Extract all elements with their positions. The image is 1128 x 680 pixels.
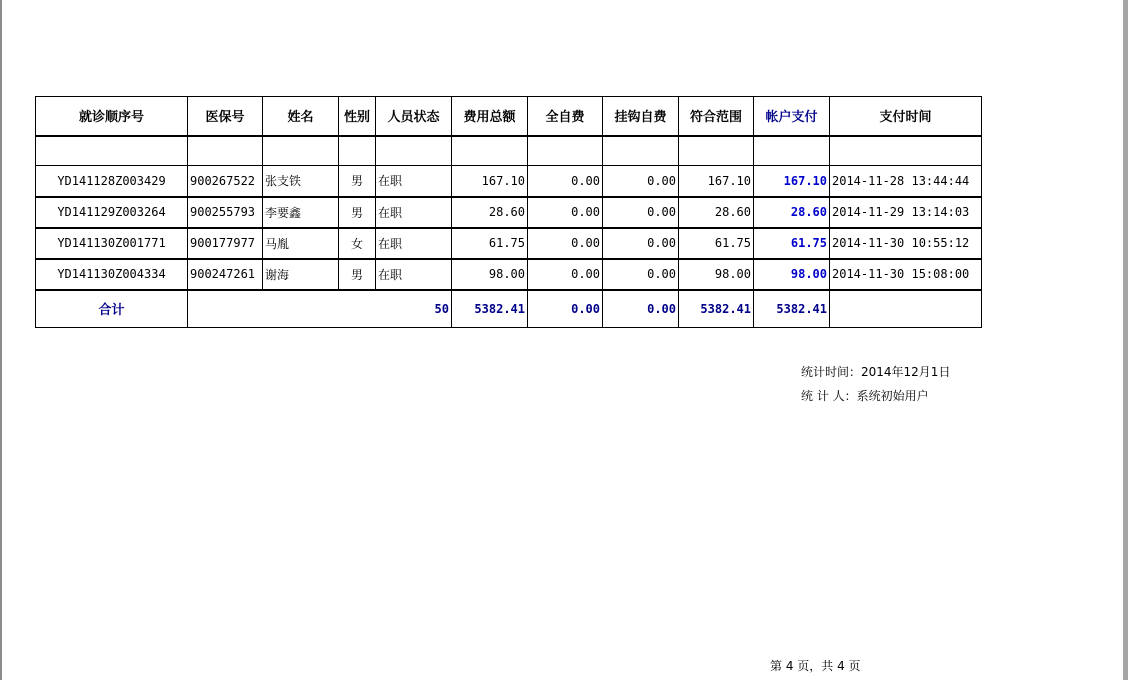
cell-name: 马胤: [263, 228, 339, 259]
cell-pay-time: 2014-11-30 10:55:12: [830, 228, 982, 259]
stat-time: 统计时间：2014年12月1日: [801, 365, 951, 379]
total-count: 50: [188, 290, 452, 328]
total-row: [36, 290, 982, 328]
cell-partial-self-pay: 0.00: [603, 166, 679, 197]
cell-seq: YD141128Z003429: [36, 166, 188, 197]
table-row: [36, 228, 982, 259]
cell-account-pay: 28.60: [754, 197, 830, 228]
cell-account-pay: 61.75: [754, 228, 830, 259]
page-border-left: [0, 0, 2, 680]
total-full-self-pay: 0.00: [528, 290, 603, 328]
header-partial-self-pay: 挂钩自费: [603, 97, 679, 136]
cell-gender: 女: [339, 228, 376, 259]
total-label: 合计: [36, 290, 188, 328]
pagination: 第 4 页，共 4 页: [770, 659, 861, 673]
total-fee: 5382.41: [452, 290, 528, 328]
cell-insurance-no: 900267522: [188, 166, 263, 197]
cell-name: 张支铁: [263, 166, 339, 197]
cell-account-pay: 98.00: [754, 259, 830, 290]
cell-name: 李要鑫: [263, 197, 339, 228]
total-partial-self-pay: 0.00: [603, 290, 679, 328]
cell-gender: 男: [339, 197, 376, 228]
cell-in-scope: 28.60: [679, 197, 754, 228]
cell-status: 在职: [376, 166, 452, 197]
cell-status: 在职: [376, 259, 452, 290]
settlement-table: [35, 96, 982, 328]
table-row: [36, 197, 982, 228]
cell-in-scope: 167.10: [679, 166, 754, 197]
header-gender: 性别: [339, 97, 376, 136]
header-pay-time: 支付时间: [830, 97, 982, 136]
cell-status: 在职: [376, 197, 452, 228]
total-account-pay: 5382.41: [754, 290, 830, 328]
cell-pay-time: 2014-11-29 13:14:03: [830, 197, 982, 228]
header-total-fee: 费用总额: [452, 97, 528, 136]
cell-pay-time: 2014-11-30 15:08:00: [830, 259, 982, 290]
cell-full-self-pay: 0.00: [528, 166, 603, 197]
cell-insurance-no: 900177977: [188, 228, 263, 259]
header-insurance-no: 医保号: [188, 97, 263, 136]
table-header-row: [36, 97, 982, 136]
cell-seq: YD141130Z001771: [36, 228, 188, 259]
header-name: 姓名: [263, 97, 339, 136]
cell-insurance-no: 900247261: [188, 259, 263, 290]
header-in-scope: 符合范围: [679, 97, 754, 136]
header-full-self-pay: 全自费: [528, 97, 603, 136]
cell-seq: YD141130Z004334: [36, 259, 188, 290]
table-row: [36, 166, 982, 197]
cell-pay-time: 2014-11-28 13:44:44: [830, 166, 982, 197]
total-pay-time-empty: [830, 290, 982, 328]
cell-total-fee: 61.75: [452, 228, 528, 259]
total-in-scope: 5382.41: [679, 290, 754, 328]
cell-in-scope: 98.00: [679, 259, 754, 290]
cell-total-fee: 167.10: [452, 166, 528, 197]
header-account-pay: 帐户支付: [754, 97, 830, 136]
cell-in-scope: 61.75: [679, 228, 754, 259]
cell-total-fee: 98.00: [452, 259, 528, 290]
cell-name: 谢海: [263, 259, 339, 290]
cell-partial-self-pay: 0.00: [603, 197, 679, 228]
cell-full-self-pay: 0.00: [528, 228, 603, 259]
cell-full-self-pay: 0.00: [528, 259, 603, 290]
cell-full-self-pay: 0.00: [528, 197, 603, 228]
cell-account-pay: 167.10: [754, 166, 830, 197]
page-border-right: [1123, 0, 1128, 680]
cell-partial-self-pay: 0.00: [603, 228, 679, 259]
blank-row: [36, 136, 982, 166]
header-status: 人员状态: [376, 97, 452, 136]
stat-person: 统 计 人：系统初始用户: [801, 389, 929, 403]
table-row: [36, 259, 982, 290]
cell-insurance-no: 900255793: [188, 197, 263, 228]
header-seq: 就诊顺序号: [36, 97, 188, 136]
cell-partial-self-pay: 0.00: [603, 259, 679, 290]
cell-status: 在职: [376, 228, 452, 259]
cell-gender: 男: [339, 259, 376, 290]
cell-seq: YD141129Z003264: [36, 197, 188, 228]
cell-gender: 男: [339, 166, 376, 197]
cell-total-fee: 28.60: [452, 197, 528, 228]
